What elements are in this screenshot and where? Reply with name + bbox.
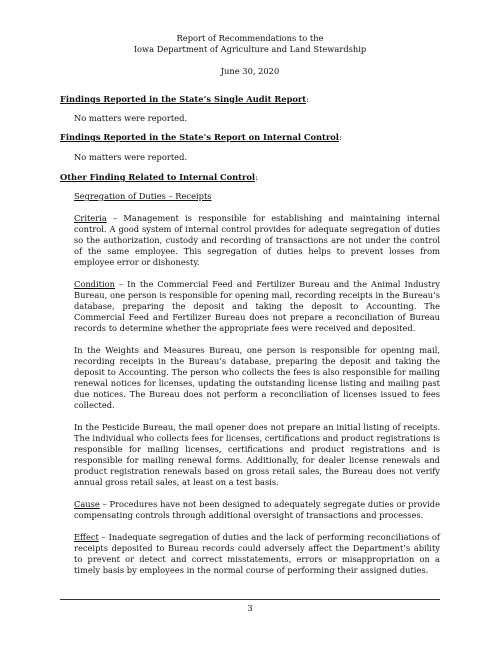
other-finding-heading: Other Finding Related to Internal Control <box>60 172 256 182</box>
other-finding-section: Other Finding Related to Internal Control: <box>60 172 258 182</box>
effect-lead: Effect <box>74 532 99 542</box>
report-title-line1: Report of Recommendations to the <box>176 33 324 43</box>
report-header <box>0 33 500 77</box>
single-audit-heading: Findings Reported in the State’s Single Audit Report <box>60 94 307 104</box>
pesticide-paragraph: In the Pesticide Bureau, the mail opener does not prepare an initial listing of receipts. The individual who collects fees for licenses, certifications and product registrations is responsible for mailing licenses, certifications and product registrations and is responsible for mailing renewal forms. Additionally, for dealer license renewals and product registration renewals based on gross retail sales, the Bureau does not verify annual gross retail sales, at least on a test basis. <box>74 422 440 487</box>
single-audit-section: Findings Reported in the State’s Single Audit Report: <box>60 94 309 104</box>
report-title-line2: Iowa Department of Agriculture and Land Stewardship <box>133 44 367 54</box>
cause-lead: Cause <box>74 499 100 509</box>
condition-text: – In the Commercial Feed and Fertilizer Bureau and the Animal Industry Bureau, one person is responsible for opening mail, recording receipts in the Bureau’s database, preparing the deposit and taking the deposit to Accounting. The Commercial Feed and Fertilizer Bureau does not prepare a reconciliation of Bureau records to determine whether the appropriate fees were received and deposited. <box>74 279 440 333</box>
internal-control-body <box>60 152 440 163</box>
criteria-lead: Criteria <box>74 213 107 223</box>
single-audit-body <box>60 113 440 124</box>
cause-paragraph <box>74 499 440 521</box>
page-number: 3 <box>247 603 253 613</box>
internal-control-section: Findings Reported in the State’s Report on Internal Control: <box>60 132 342 142</box>
finding-subheading: Segregation of Duties – Receipts <box>74 191 212 201</box>
effect-paragraph <box>74 532 440 576</box>
condition-paragraph <box>74 279 440 334</box>
finding-body <box>74 191 440 576</box>
report-date: June 30, 2020 <box>220 66 280 76</box>
single-audit-text: No matters were reported. <box>74 113 188 123</box>
internal-control-text: No matters were reported. <box>74 152 188 162</box>
criteria-text: – Management is responsible for establishing and maintaining internal control. A good system of internal control provides for adequate segregation of duties so the authorization, custody and recording of transactions are not under the control of the same employee. This segregation of duties helps to prevent losses from employee error or dishonesty. <box>74 213 440 267</box>
internal-control-heading: Findings Reported in the State’s Report on Internal Control <box>60 132 339 142</box>
effect-text: – Inadequate segregation of duties and the lack of performing reconciliations of receipts deposited to Bureau records could adversely affect the Department’s ability to prevent or detect and correct misstatements, errors or misappropriation on a timely basis by employees in the normal course of performing their assigned duties. <box>74 532 440 575</box>
cause-text: – Procedures have not been designed to adequately segregate duties or provide compensating controls through additional oversight of transactions and processes. <box>74 499 440 520</box>
footer-divider <box>60 599 440 600</box>
criteria-paragraph <box>74 213 440 268</box>
weights-measures-paragraph: In the Weights and Measures Bureau, one person is responsible for opening mail, recording receipts in the Bureau’s database, preparing the deposit and taking the deposit to Accounting. The person who collects the fees is also responsible for mailing renewal notices for licenses, updating the outstanding license listing and mailing past due notices. The Bureau does not perform a reconciliation of licenses issued to fees collected. <box>74 345 440 410</box>
condition-lead: Condition <box>74 279 115 289</box>
